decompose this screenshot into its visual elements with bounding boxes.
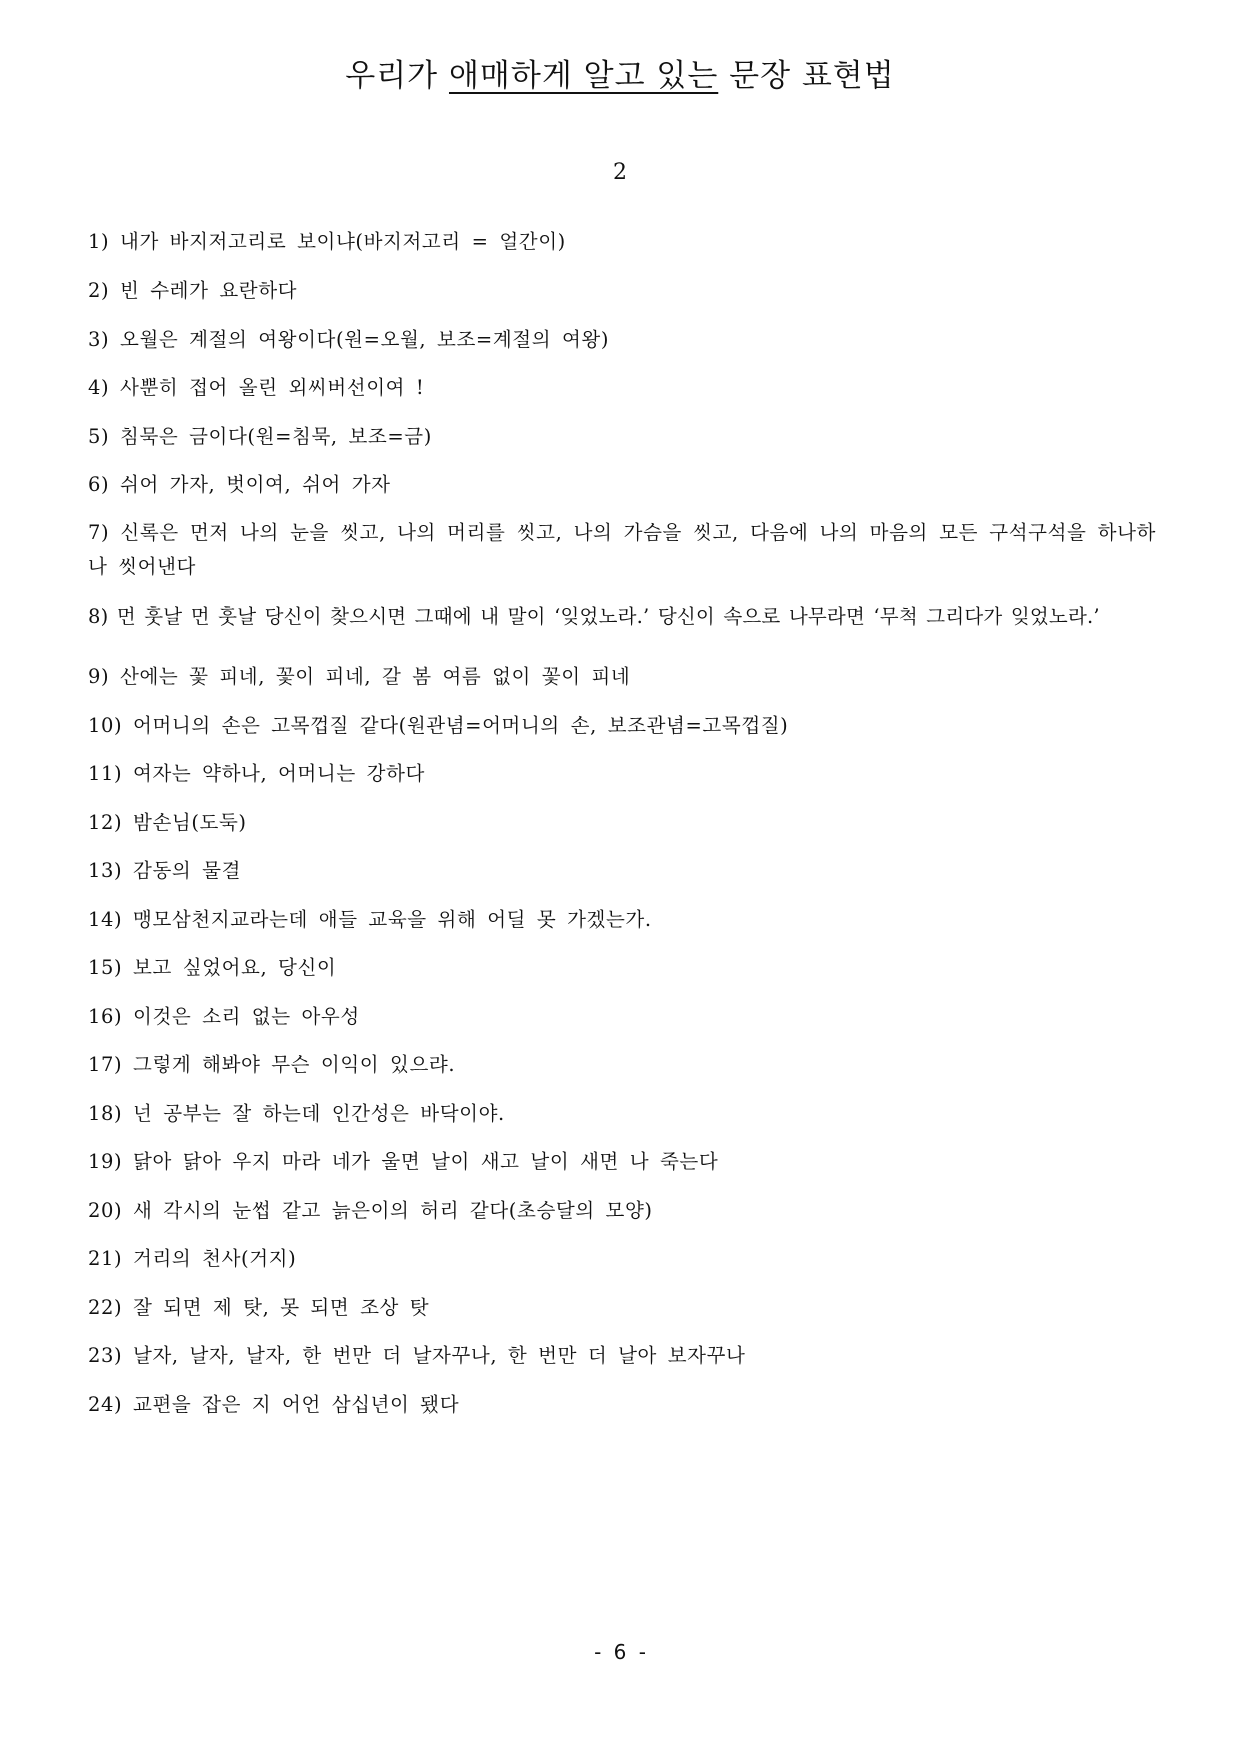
list-item: 12) 밤손님(도둑) bbox=[88, 811, 247, 834]
list-item: 1) 내가 바지저고리로 보이냐(바지저고리 = 얼간이) bbox=[88, 230, 566, 253]
list-item: 8) 먼 훗날 먼 훗날 당신이 찾으시면 그때에 내 말이 ‘잊었노라.’ 당신이 속으로 나무라면 ‘무척 그리다가 잊었노라.’ bbox=[88, 605, 1100, 628]
title-underlined-phrase: 애매하게 알고 있는 bbox=[448, 58, 719, 94]
list-item: 6) 쉬어 가자, 벗이여, 쉬어 가자 bbox=[88, 473, 391, 496]
list-item: 17) 그렇게 해봐야 무슨 이익이 있으랴. bbox=[88, 1053, 456, 1076]
list-item: 20) 새 각시의 눈썹 같고 늙은이의 허리 같다(초승달의 모양) bbox=[88, 1199, 653, 1222]
list-item: 18) 넌 공부는 잘 하는데 인간성은 바닥이야. bbox=[88, 1102, 505, 1125]
list-item: 19) 닭아 닭아 우지 마라 네가 울면 날이 새고 날이 새면 나 죽는다 bbox=[88, 1150, 719, 1173]
list-item: 13) 감동의 물결 bbox=[88, 859, 242, 882]
list-item: 22) 잘 되면 제 탓, 못 되면 조상 탓 bbox=[88, 1296, 430, 1319]
page-title bbox=[0, 50, 1240, 95]
list-item: 9) 산에는 꽃 피네, 꽃이 피네, 갈 봄 여름 없이 꽃이 피네 bbox=[88, 665, 631, 688]
list-item: 2) 빈 수레가 요란하다 bbox=[88, 279, 298, 302]
page-number-footer: - 6 - bbox=[594, 1640, 646, 1664]
list-item: 3) 오월은 계절의 여왕이다(원=오월, 보조=계절의 여왕) bbox=[88, 328, 610, 351]
list-item: 5) 침묵은 금이다(원=침묵, 보조=금) bbox=[88, 425, 432, 448]
title-prefix: 우리가 bbox=[345, 58, 449, 94]
list-item: 14) 맹모삼천지교라는데 애들 교육을 위해 어딜 못 가겠는가. bbox=[88, 908, 652, 931]
list-item: 11) 여자는 약하나, 어머니는 강하다 bbox=[88, 762, 425, 785]
list-item: 10) 어머니의 손은 고목껍질 같다(원관념=어머니의 손, 보조관념=고목껍질) bbox=[88, 714, 789, 737]
list-item: 21) 거리의 천사(거지) bbox=[88, 1247, 297, 1270]
list-item: 4) 사뿐히 접어 올린 외씨버선이여 ! bbox=[88, 376, 425, 399]
list-item: 16) 이것은 소리 없는 아우성 bbox=[88, 1005, 360, 1028]
list-item: 15) 보고 싶었어요, 당신이 bbox=[88, 956, 337, 979]
section-number: 2 bbox=[613, 160, 627, 185]
title-suffix: 문장 표현법 bbox=[718, 58, 895, 94]
list-item: 7) 신록은 먼저 나의 눈을 씻고, 나의 머리를 씻고, 나의 가슴을 씻고, 다음에 나의 마음의 모든 구석구석을 하나하나 씻어낸다 bbox=[88, 521, 1156, 578]
list-item: 23) 날자, 날자, 날자, 한 번만 더 날자꾸나, 한 번만 더 날아 보자꾸나 bbox=[88, 1344, 746, 1367]
list-item: 24) 교편을 잡은 지 어언 삼십년이 됐다 bbox=[88, 1393, 460, 1416]
